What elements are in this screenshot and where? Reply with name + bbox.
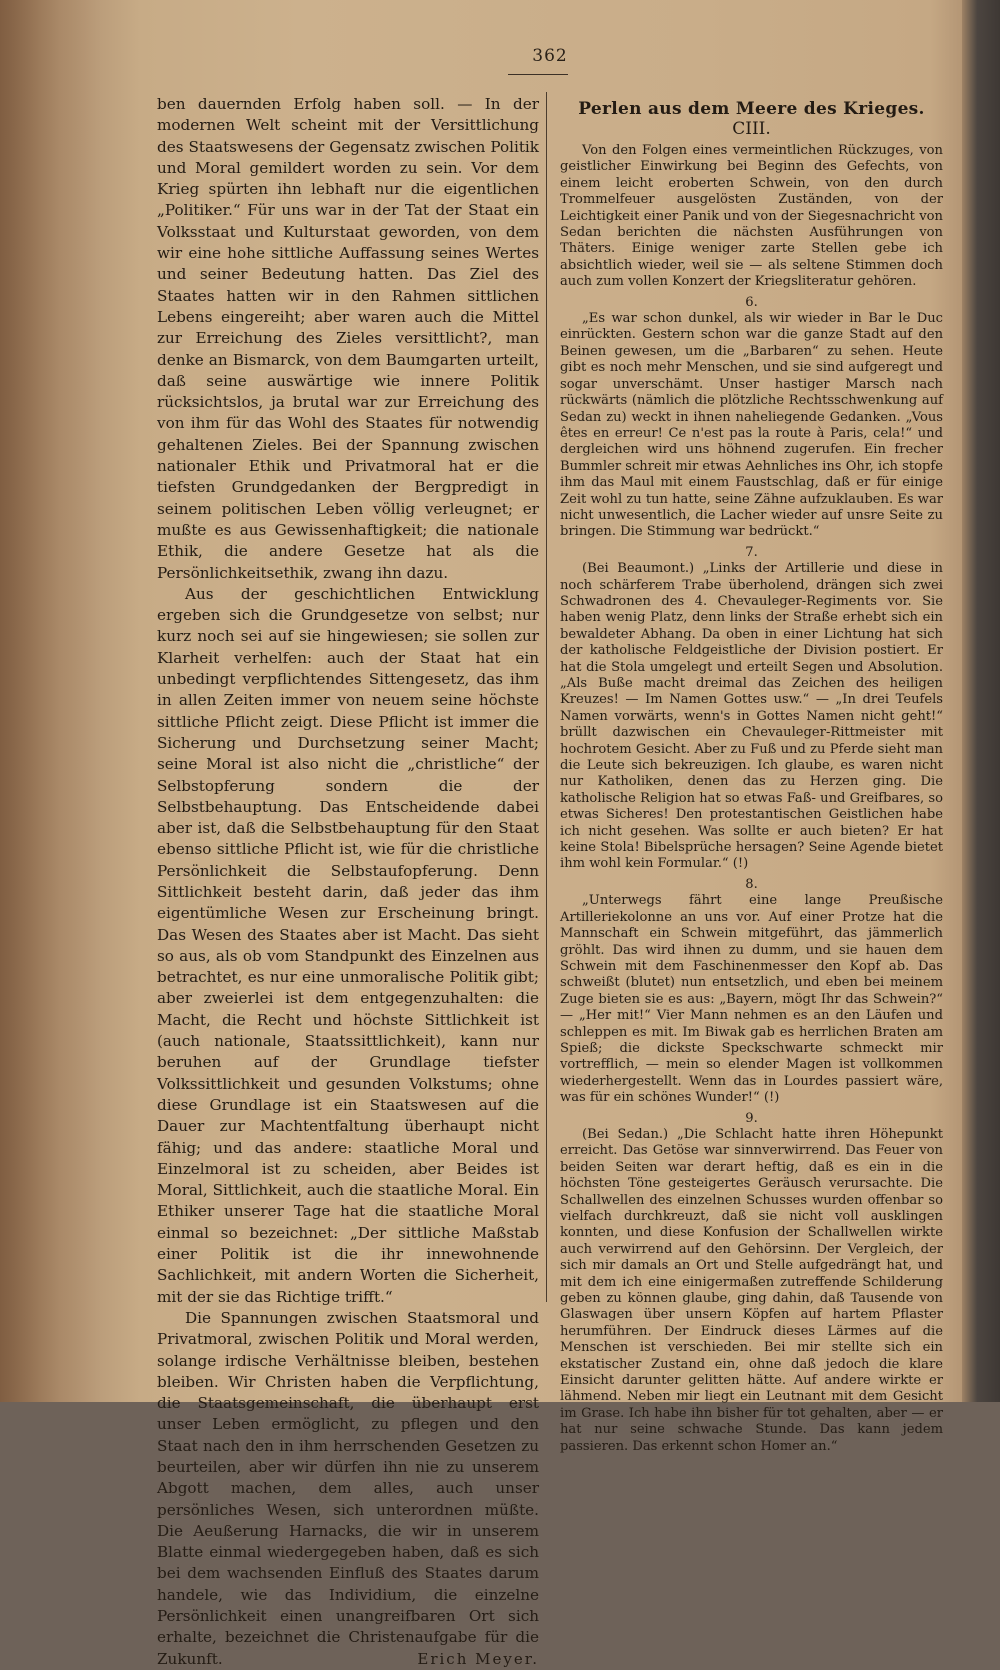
excerpt-text-6: „Es war schon dunkel, als wir wieder in Bar le Duc einrückten. Gestern schon war die ganze Stadt auf den Beinen gewesen, um die „Barbaren“ zu sehen. Heute gibt es noch mehr Menschen, und sie sind aufgeregt und sogar unverschämt. Unser hastiger Marsch nach rückwärts (nämlich die plötzliche Rechtsschwenkung auf Sedan zu) weckt in ihnen naheliegende Gedanken. „Vous êtes en erreur! Ce n'est pas la route à Paris, cela!“ und dergleichen wird uns höhnend zugerufen. Ein frecher Bummler schreit mir etwas Aehnliches ins Ohr, ich stopfe ihm das Maul mit einem Faustschlag, daß er für einige Zeit wohl zu tun hatte, seine Zähne aufzuklauben. Es war nicht unwesentlich, die Lacher wieder auf unsre Seite zu bringen. Die Stimmung war bedrückt.“	[560, 311, 944, 540]
right-column	[560, 98, 943, 1455]
left-column	[157, 94, 539, 1670]
excerpt-text-9: (Bei Sedan.) „Die Schlacht hatte ihren Höhepunkt erreicht. Das Getöse war sinnverwirrend. Das Feuer von beiden Seiten war derart heftig, daß es ein in die höchsten Töne gesteigertes Geräusch verursachte. Die Schallwellen des einzelnen Schusses wurden offenbar so vielfach durchkreuzt, daß sie nicht voll ausklingen konnten, und diese Konfusion der Schallwellen wirkte auch verwirrend auf den Gehörsinn. Der Vergleich, der sich mir damals an Ort und Stelle aufgedrängt hat, und mit dem ich eine einigermaßen zutreffende Schilderung geben zu können glaube, ging dahin, daß Tausende von Glaswagen über unsern Köpfen auf hartem Pflaster herumführen. Der Eindruck dieses Lärmes auf die Menschen ist verschieden. Bei mir stellte sich ein ekstatischer Zustand ein, ohne daß jedoch die klare Einsicht darunter gelitten hätte. Auf andere wirkte er lähmend. Neben mir liegt ein Leutnant mit dem Gesicht im Grase. Ich habe ihn bisher für tot gehalten, aber — er hat nur seine schwache Stunde. Das kann jedem passieren. Das erkennt schon Homer an.“	[560, 1126, 943, 1454]
intro-paragraph: Von den Folgen eines vermeintlichen Rückzuges, von geistlicher Einwirkung bei Beginn des Gefechts, von einem leicht eroberten Schwein, von den durch Trommelfeuer ausgelösten Zuständen, von der Leichtigkeit einer Panik und von der Siegesnachricht von Sedan berichten die nächsten Ausführungen von Thäters. Einige weniger zarte Stellen gebe ich absichtlich wieder, weil sie — als seltene Stimmen doch auch zum vollen Konzert der Kriegsliteratur gehören.	[560, 143, 943, 290]
excerpt-number-8: 8.	[745, 876, 758, 892]
page-edge	[962, 0, 1000, 1402]
author-signature: Erich Meyer.	[417, 1649, 539, 1668]
section-number: CIII.	[732, 119, 771, 139]
left-paragraph-1: ben dauernden Erfolg haben soll. — In der modernen Welt scheint mit der Versittlichung des Staatswesens der Gegensatz zwischen Politik und Moral gemildert worden zu sein. Vor dem Krieg spürten ihn lebhaft nur die eigentlichen „Politiker.“ Für uns war in der Tat der Staat ein Volksstaat und Kulturstaat geworden, von dem wir eine hohe sittliche Auffassung seines Wertes und seiner Bedeutung hatten. Das Ziel des Staates hatten wir in den Rahmen sittlichen Lebens eingereiht; aber waren auch die Mittel zur Erreichung des Zieles versittlicht?, man denke an Bismarck, von dem Baumgarten urteilt, daß seine auswärtige wie innere Politik rücksichtslos, ja brutal war zur Erreichung des von ihm für das Wohl des Staates für notwendig gehaltenen Zieles. Bei der Spannung zwischen nationaler Ethik und Privatmoral hat er die tiefsten Grundgedanken der Bergpredigt in seinem politischen Leben völlig verleugnet; er mußte es aus Gewissenhaftigkeit; die nationale Ethik, die andere Gesetze hat als die Persönlichkeitsethik, zwang ihn dazu.	[157, 95, 539, 582]
excerpt-text-8: „Unterwegs fährt eine lange Preußische Artilleriekolonne an uns vor. Auf einer Protze hat die Mannschaft ein Schwein mitgeführt, das jämmerlich gröhlt. Das wird ihnen zu dumm, und sie hauen dem Schwein mit dem Faschinenmesser den Kopf ab. Das schweißt (blutet) nun entsetzlich, und eben bei meinem Zuge bieten sie es aus: „Bayern, mögt Ihr das Schwein?“ — „Her mit!“ Vier Mann nehmen es an den Läufen und schleppen es mit. Im Biwak gab es herrlichen Braten am Spieß; die dickste Speckschwarte schmeckt mir vortrefflich, — mein so elender Magen ist vollkommen wiederhergestellt. Wenn das in Lourdes passiert wäre, was für ein schönes Wunder!“ (!)	[560, 893, 943, 1106]
column-divider	[546, 92, 547, 1302]
page-binding-shadow	[0, 0, 100, 1402]
excerpt-number-7: 7.	[745, 544, 758, 560]
page-number-rule	[508, 74, 568, 75]
left-paragraph-3: Die Spannungen zwischen Staatsmoral und Privatmoral, zwischen Politik und Moral werden, solange irdische Verhältnisse bleiben, bestehen bleiben. Wir Christen haben die Verpflichtung, die Staatsgemeinschaft, die überhaupt erst unser Leben ermöglicht, zu pflegen und den Staat nach den in ihm herrschenden Gesetzen zu beurteilen, aber wir dürfen ihn nie zu unserem Abgott machen, dem alles, auch unser persönliches Wesen, sich unterordnen müßte. Die Aeußerung Harnacks, die wir in unserem Blatte einmal wiedergegeben haben, daß es sich bei dem wachsenden Einfluß des Staates darum handele, wie das Individium, die einzelne Persönlichkeit einen unangreifbaren Ort sich erhalte, bezeichnet die Christenaufgabe für die Zukunft.	[157, 1308, 539, 1668]
left-paragraph-2: Aus der geschichtlichen Entwicklung ergeben sich die Grundgesetze von selbst; nur kurz noch sei auf sie hingewiesen; sie sollen zur Klarheit verhelfen: auch der Staat hat ein unbedingt verpflichtendes Sittengesetz, das ihm in allen Zeiten immer von neuem seine höchste sittliche Pflicht zeigt. Diese Pflicht ist immer die Sicherung und Durchsetzung seiner Macht; seine Moral ist also nicht die „christliche“ der Selbstopferung sondern die der Selbstbehauptung. Das Entscheidende dabei aber ist, daß die Selbstbehauptung für den Staat ebenso sittliche Pflicht ist, wie für die christliche Persönlichkeit die Selbstaufopferung. Denn Sittlichkeit besteht darin, daß jeder das ihm eigentümliche Wesen zur Erscheinung bringt. Das Wesen des Staates aber ist Macht. Das sieht so aus, als ob vom Standpunkt des Einzelnen aus betrachtet, es nur eine unmoralische Politik gibt; aber zweierlei ist dem entgegenzuhalten: die Macht, die Recht und höchste Sittlichkeit ist (auch nationale, Staatssittlichkeit), kann nur beruhen auf der Grundlage tiefster Volkssittlichkeit und gesunden Volkstums; ohne diese Grundlage ist ein Staatswesen auf die Dauer zur Machtentfaltung überhaupt nicht fähig; und das andere: staatliche Moral und Einzelmoral ist zu scheiden, aber Beides ist Moral, Sittlichkeit, auch die staatliche Moral. Ein Ethiker unserer Tage hat die staatliche Moral einmal so bezeichnet: „Der sittliche Maßstab einer Politik ist die ihr innewohnende Sachlichkeit, mit andern Worten die Sicherheit, mit der sie das Richtige trifft.“	[157, 584, 539, 1306]
section-title: Perlen aus dem Meere des Krieges.	[578, 99, 925, 119]
excerpt-text-7: (Bei Beaumont.) „Links der Artillerie und diese in noch schärferem Trabe überholend, drängen sich zwei Schwadronen des 4. Chevauleger-Regiments vor. Sie haben wenig Platz, denn links der Straße erhebt sich ein bewaldeter Abhang. Da oben in einer Lichtung hat sich der katholische Feldgeistliche der Division postiert. Er hat die Stola umgelegt und erteilt Segen und Absolution. „Als Buße macht dreimal das Zeichen des heiligen Kreuzes! — Im Namen Gottes usw.“ — „In drei Teufels Namen vorwärts, wenn's in Gottes Namen nicht geht!“ brüllt dazwischen ein Chevauleger-Rittmeister mit hochrotem Gesicht. Aber zu Fuß und zu Pferde sieht man die Leute sich bekreuzigen. Ich glaube, es waren nicht nur Katholiken, denen das zu Herzen ging. Die katholische Religion hat so etwas Faß- und Greifbares, so etwas Sicheres! Den protestantischen Geistlichen habe ich nicht gesehen. Was sollte er auch bieten? Er hat keine Stola! Bibelsprüche hersagen? Seine Agende bietet ihm wohl kein Formular.“ (!)	[560, 561, 943, 872]
excerpt-number-9: 9.	[745, 1110, 758, 1126]
page-number: 362	[532, 46, 568, 66]
excerpt-number-6: 6.	[745, 294, 758, 310]
